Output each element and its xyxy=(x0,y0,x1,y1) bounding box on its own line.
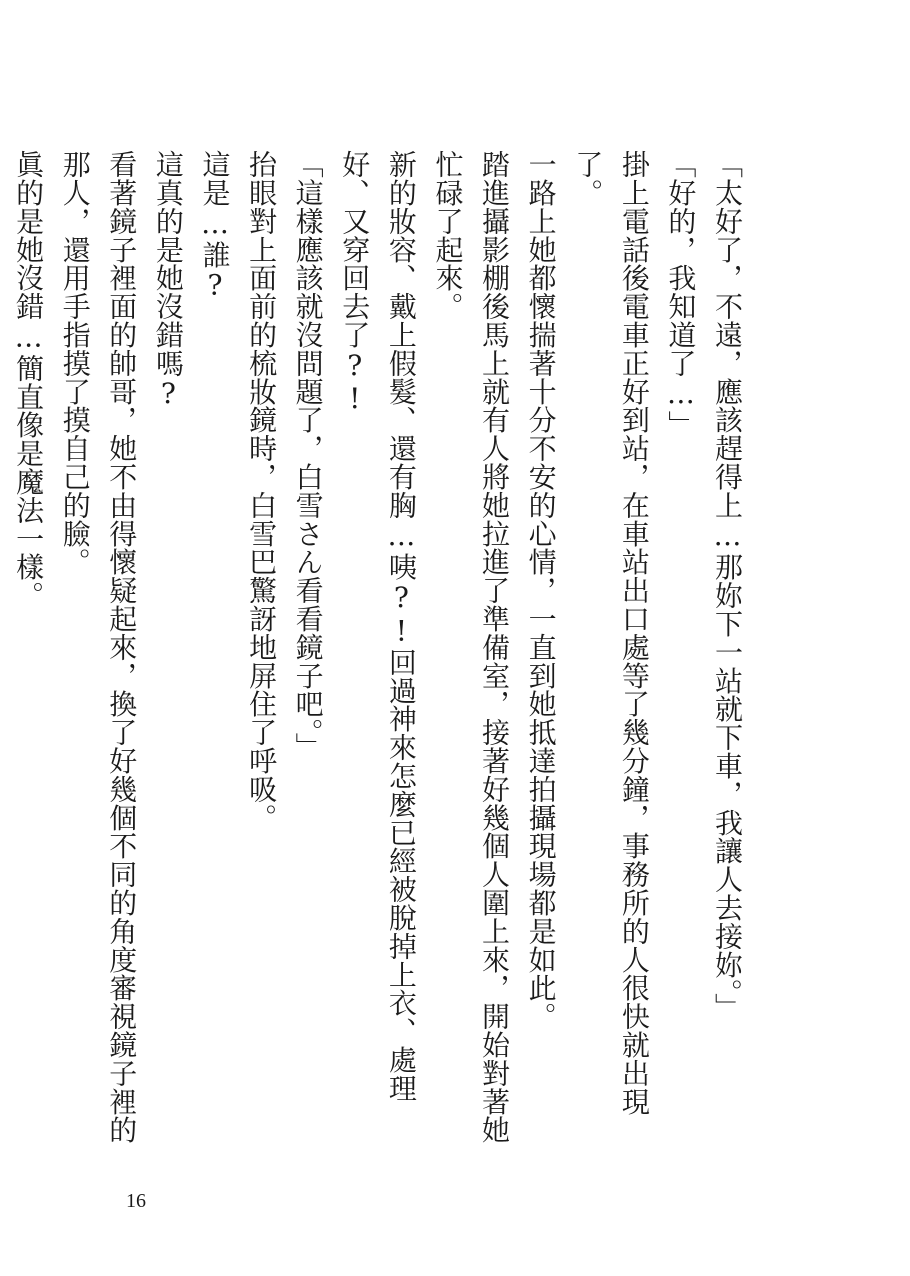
text-line: 掛上電話後電車正好到站，在車站出口處等了幾分鐘，事務所的人很快就出現了。 xyxy=(571,150,651,1116)
text-line: 抬眼對上面前的梳妝鏡時，白雪巴驚訝地屏住了呼吸。 xyxy=(245,150,279,832)
text-line: 眞的是她沒錯…簡直像是魔法一樣。 xyxy=(12,150,46,610)
text-line: 這是…誰? xyxy=(198,150,232,302)
text-line: 新的妝容、戴上假髮、還有胸…咦?!回過神來怎麼已經被脫掉上衣、處理好、又穿回去了?! xyxy=(338,150,418,1103)
text-line: 「這樣應該就沒問題了，白雪さん看看鏡子吧。」 xyxy=(291,150,325,761)
vertical-text-block xyxy=(5,150,751,1150)
text-line: 踏進攝影棚後馬上就有人將她拉進了準備室，接著好幾個人圍上來，開始對著她忙碌了起來。 xyxy=(431,150,512,1144)
page-number: 16 xyxy=(126,1190,146,1212)
text-line: 一路上她都懷揣著十分不安的心情，一直到她抵達拍攝現場都是如此。 xyxy=(524,150,558,1031)
text-line: 「好的，我知道了…」 xyxy=(664,150,698,439)
text-line: 「太好了，不遠，應該趕得上…那妳下一站就下車，我讓人去接妳。」 xyxy=(711,150,744,1022)
text-line: 這真的是她沒錯嗎? xyxy=(151,150,185,411)
text-line: 看著鏡子裡面的帥哥，她不由得懷疑起來，換了好幾個不同的角度審視鏡子裡的那人，還用手指摸了摸自己的臉。 xyxy=(58,150,139,1144)
